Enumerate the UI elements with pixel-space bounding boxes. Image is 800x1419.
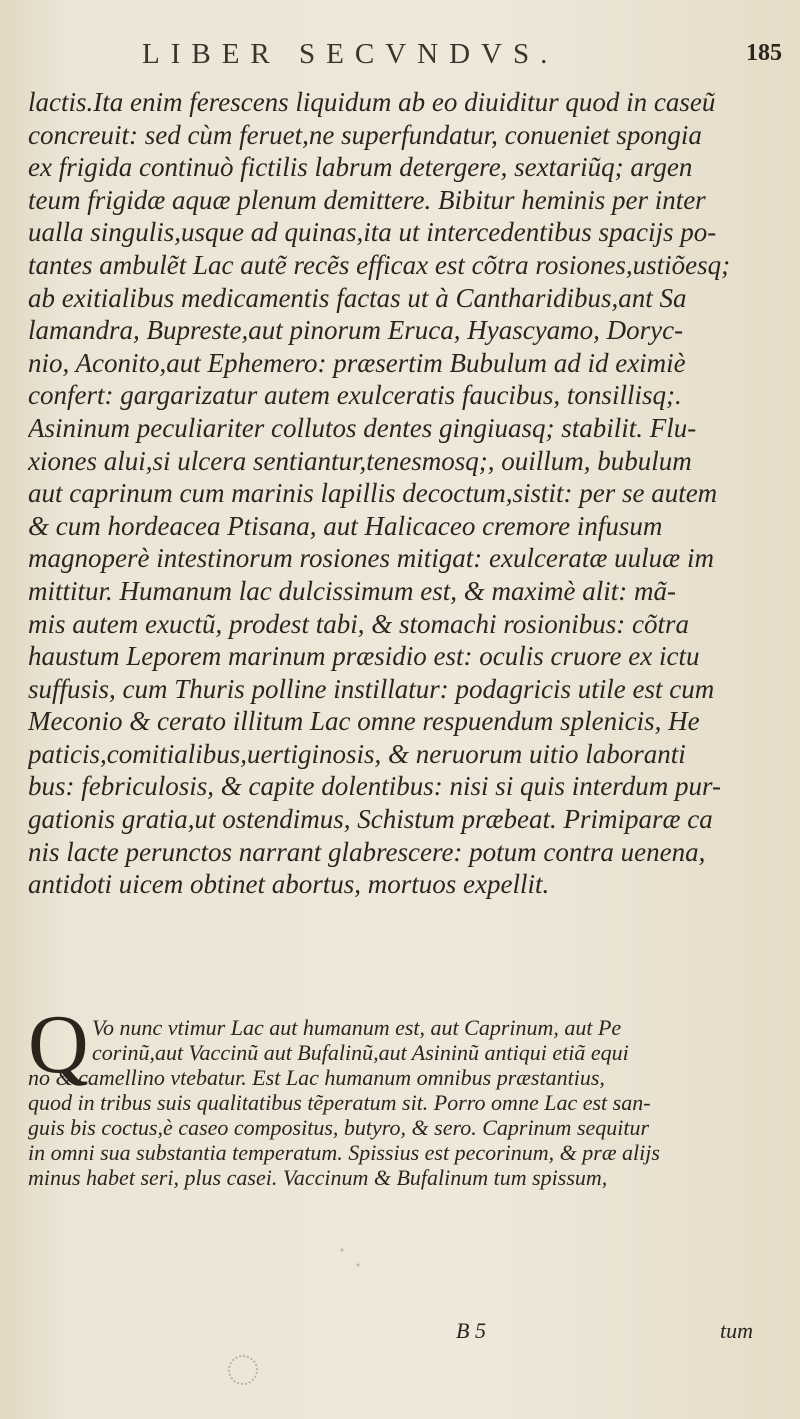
- text-line: Meconio & cerato illitum Lac omne respuendum splenicis, He: [28, 706, 700, 737]
- text-line: lactis.Ita enim ferescens liquidum ab eo diuiditur quod in caseũ: [28, 87, 716, 117]
- text-line: ualla singulis,usque ad quinas,ita ut intercedentibus spacijs po-: [28, 217, 717, 248]
- running-title: LIBER SECVNDVS.: [142, 38, 559, 70]
- text-line: teum frigidæ aquæ plenum demittere. Bibitur heminis per inter: [28, 184, 706, 215]
- drop-cap-letter: Q: [28, 998, 89, 1091]
- text-line: lamandra, Bupreste,aut pinorum Eruca, Hyascyamo, Doryc-: [28, 315, 684, 346]
- text-line: tantes ambulẽt Lac autẽ recẽs efficax est cõtra rosiones,ustiõesq;: [28, 249, 731, 280]
- text-line: Vo nunc vtimur Lac aut humanum est, aut Caprinum, aut Pe: [92, 1015, 622, 1040]
- text-line: confert: gargarizatur autem exulceratis faucibus, tonsillisq;.: [28, 380, 682, 411]
- paper-specks: [330, 1235, 370, 1285]
- signature-mark: B 5: [456, 1318, 486, 1343]
- text-line: nio, Aconito,aut Ephemero: præsertim Bubulum ad id eximiè: [28, 347, 686, 378]
- text-line: xiones alui,si ulcera sentiantur,tenesmosq;, ouillum, bubulum: [28, 445, 692, 476]
- catchword: tum: [720, 1318, 753, 1343]
- text-line: Asininum peculiariter collutos dentes gingiuasq; stabilit. Flu-: [28, 412, 697, 443]
- text-line: concreuit: sed cùm feruet,ne superfundatur, conueniet spongia: [28, 119, 702, 150]
- text-line: ab exitialibus medicamentis factas ut à Cantharidibus,ant Sa: [28, 282, 687, 313]
- text-line: no & camellino vtebatur. Est Lac humanum omnibus præstantius,: [28, 1065, 605, 1090]
- text-line: bus: febriculosis, & capite dolentibus: nisi si quis interdum pur-: [28, 771, 721, 802]
- text-line: mis autem exuctũ, prodest tabi, & stomachi rosionibus: cõtra: [28, 608, 689, 639]
- text-line: nis lacte perunctos narrant glabrescere: potum contra uenena,: [28, 836, 706, 867]
- text-line: guis bis coctus,è caseo compositus, butyro, & sero. Caprinum sequitur: [28, 1115, 650, 1140]
- text-line: corinũ,aut Vaccinũ aut Bufalinũ,aut Asininũ antiqui etiã equi: [92, 1040, 629, 1065]
- paper-stain: [228, 1355, 258, 1385]
- text-line: mittitur. Humanum lac dulcissimum est, & maximè alit: mã-: [28, 575, 676, 606]
- text-line: minus habet seri, plus casei. Vaccinum & Bufalinum tum spissum,: [28, 1165, 608, 1190]
- text-line: quod in tribus suis qualitatibus tẽperatum sit. Porro omne Lac est san-: [28, 1090, 651, 1115]
- text-line: in omni sua substantia temperatum. Spissius est pecorinum, & præ alijs: [28, 1140, 660, 1165]
- text-line: suffusis, cum Thuris polline instillatur: podagricis utile est cum: [28, 673, 715, 704]
- text-line: gationis gratia,ut ostendimus, Schistum præbeat. Primiparæ ca: [28, 804, 713, 835]
- main-paragraph: [28, 86, 780, 901]
- page-header: [0, 38, 800, 78]
- text-line: antidoti uicem obtinet abortus, mortuos expellit.: [28, 869, 550, 900]
- text-line: haustum Leporem marinum præsidio est: oculis cruore ex ictu: [28, 641, 700, 672]
- text-line: paticis,comitialibus,uertiginosis, & neruorum uitio laboranti: [28, 738, 686, 769]
- page-number: 185: [746, 40, 782, 66]
- text-line: & cum hordeacea Ptisana, aut Halicaceo cremore infusum: [28, 510, 663, 541]
- text-line: aut caprinum cum marinis lapillis decoctum,sistit: per se autem: [28, 478, 718, 509]
- text-line: ex frigida continuò fictilis labrum detergere, sextariũq; argen: [28, 152, 693, 183]
- text-line: magnoperè intestinorum rosiones mitigat: exulceratæ uuluæ im: [28, 543, 714, 574]
- commentary-paragraph: [28, 998, 780, 1190]
